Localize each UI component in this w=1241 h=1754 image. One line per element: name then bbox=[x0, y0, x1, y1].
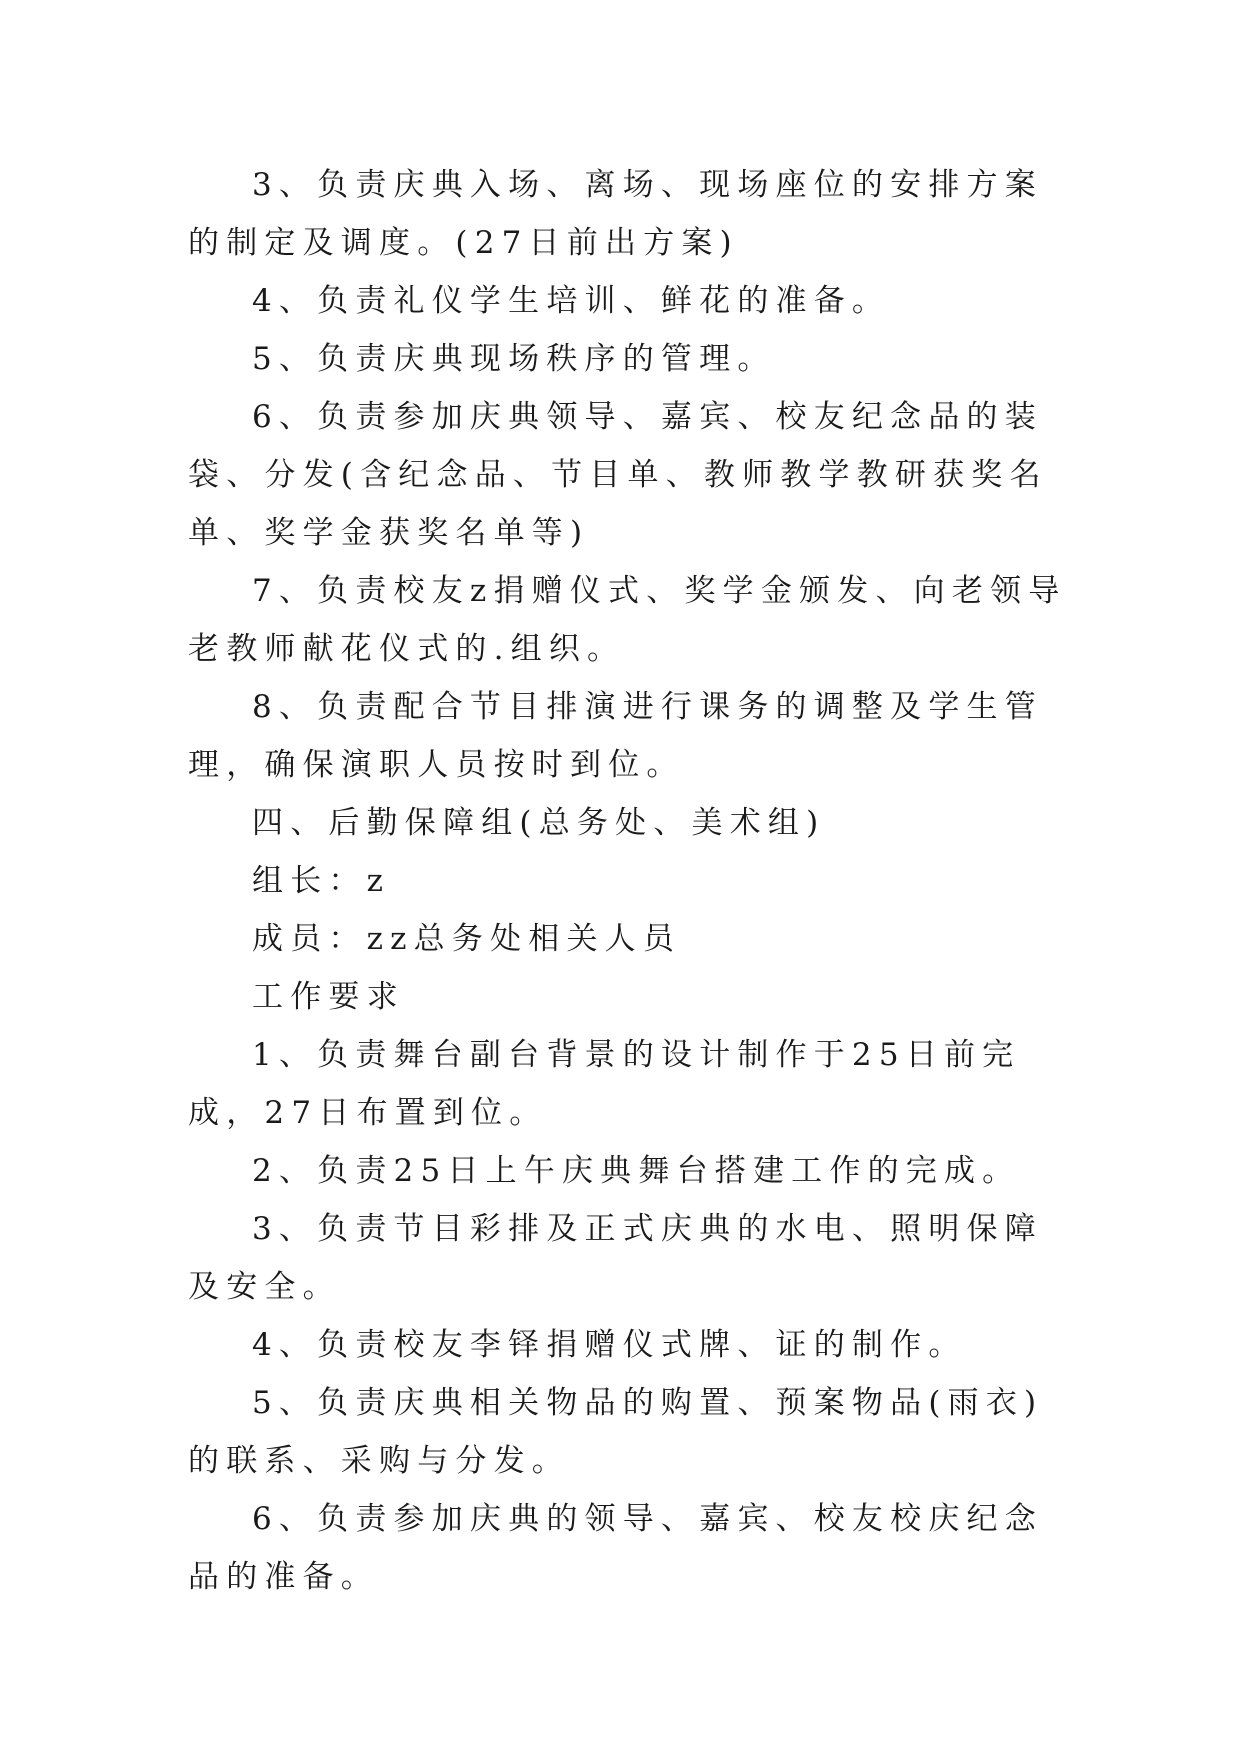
paragraph-req-3-utilities: 3、负责节目彩排及正式庆典的水电、照明保障及安全。 bbox=[188, 1211, 1043, 1305]
paragraph-item-4-etiquette: 4、负责礼仪学生培训、鲜花的准备。 bbox=[252, 283, 891, 319]
paragraph-req-6-souvenirs: 6、负责参加庆典的领导、嘉宾、校友校庆纪念品的准备。 bbox=[188, 1501, 1043, 1595]
document-body bbox=[188, 156, 1078, 1606]
paragraph-item-3-seating: 3、负责庆典入场、离场、现场座位的安排方案的制定及调度。(27日前出方案) bbox=[188, 167, 1043, 261]
group-leader: 组长：z bbox=[252, 863, 391, 899]
paragraph-req-2-stage-build: 2、负责25日上午庆典舞台搭建工作的完成。 bbox=[252, 1153, 1021, 1189]
paragraph-item-8-rehearsal: 8、负责配合节目排演进行课务的调整及学生管理，确保演职人员按时到位。 bbox=[188, 689, 1043, 783]
paragraph-req-5-purchasing: 5、负责庆典相关物品的购置、预案物品(雨衣)的联系、采购与分发。 bbox=[188, 1385, 1044, 1479]
paragraph-item-7-ceremony: 7、负责校友z捐赠仪式、奖学金颁发、向老领导老教师献花仪式的.组织。 bbox=[188, 573, 1067, 667]
paragraph-req-4-plaques: 4、负责校友李铎捐赠仪式牌、证的制作。 bbox=[252, 1327, 967, 1363]
paragraph-item-6-souvenirs: 6、负责参加庆典领导、嘉宾、校友纪念品的装袋、分发(含纪念品、节目单、教师教学教研获奖名单、奖学金获奖名单等) bbox=[188, 399, 1048, 551]
work-requirements-heading: 工作要求 bbox=[252, 979, 405, 1015]
paragraph-item-5-order: 5、负责庆典现场秩序的管理。 bbox=[252, 341, 776, 377]
group-members: 成员：zz总务处相关人员 bbox=[252, 921, 682, 957]
paragraph-req-1-stage-backdrop: 1、负责舞台副台背景的设计制作于25日前完成，27日布置到位。 bbox=[188, 1037, 1021, 1131]
section-heading-logistics: 四、后勤保障组(总务处、美术组) bbox=[252, 805, 826, 841]
